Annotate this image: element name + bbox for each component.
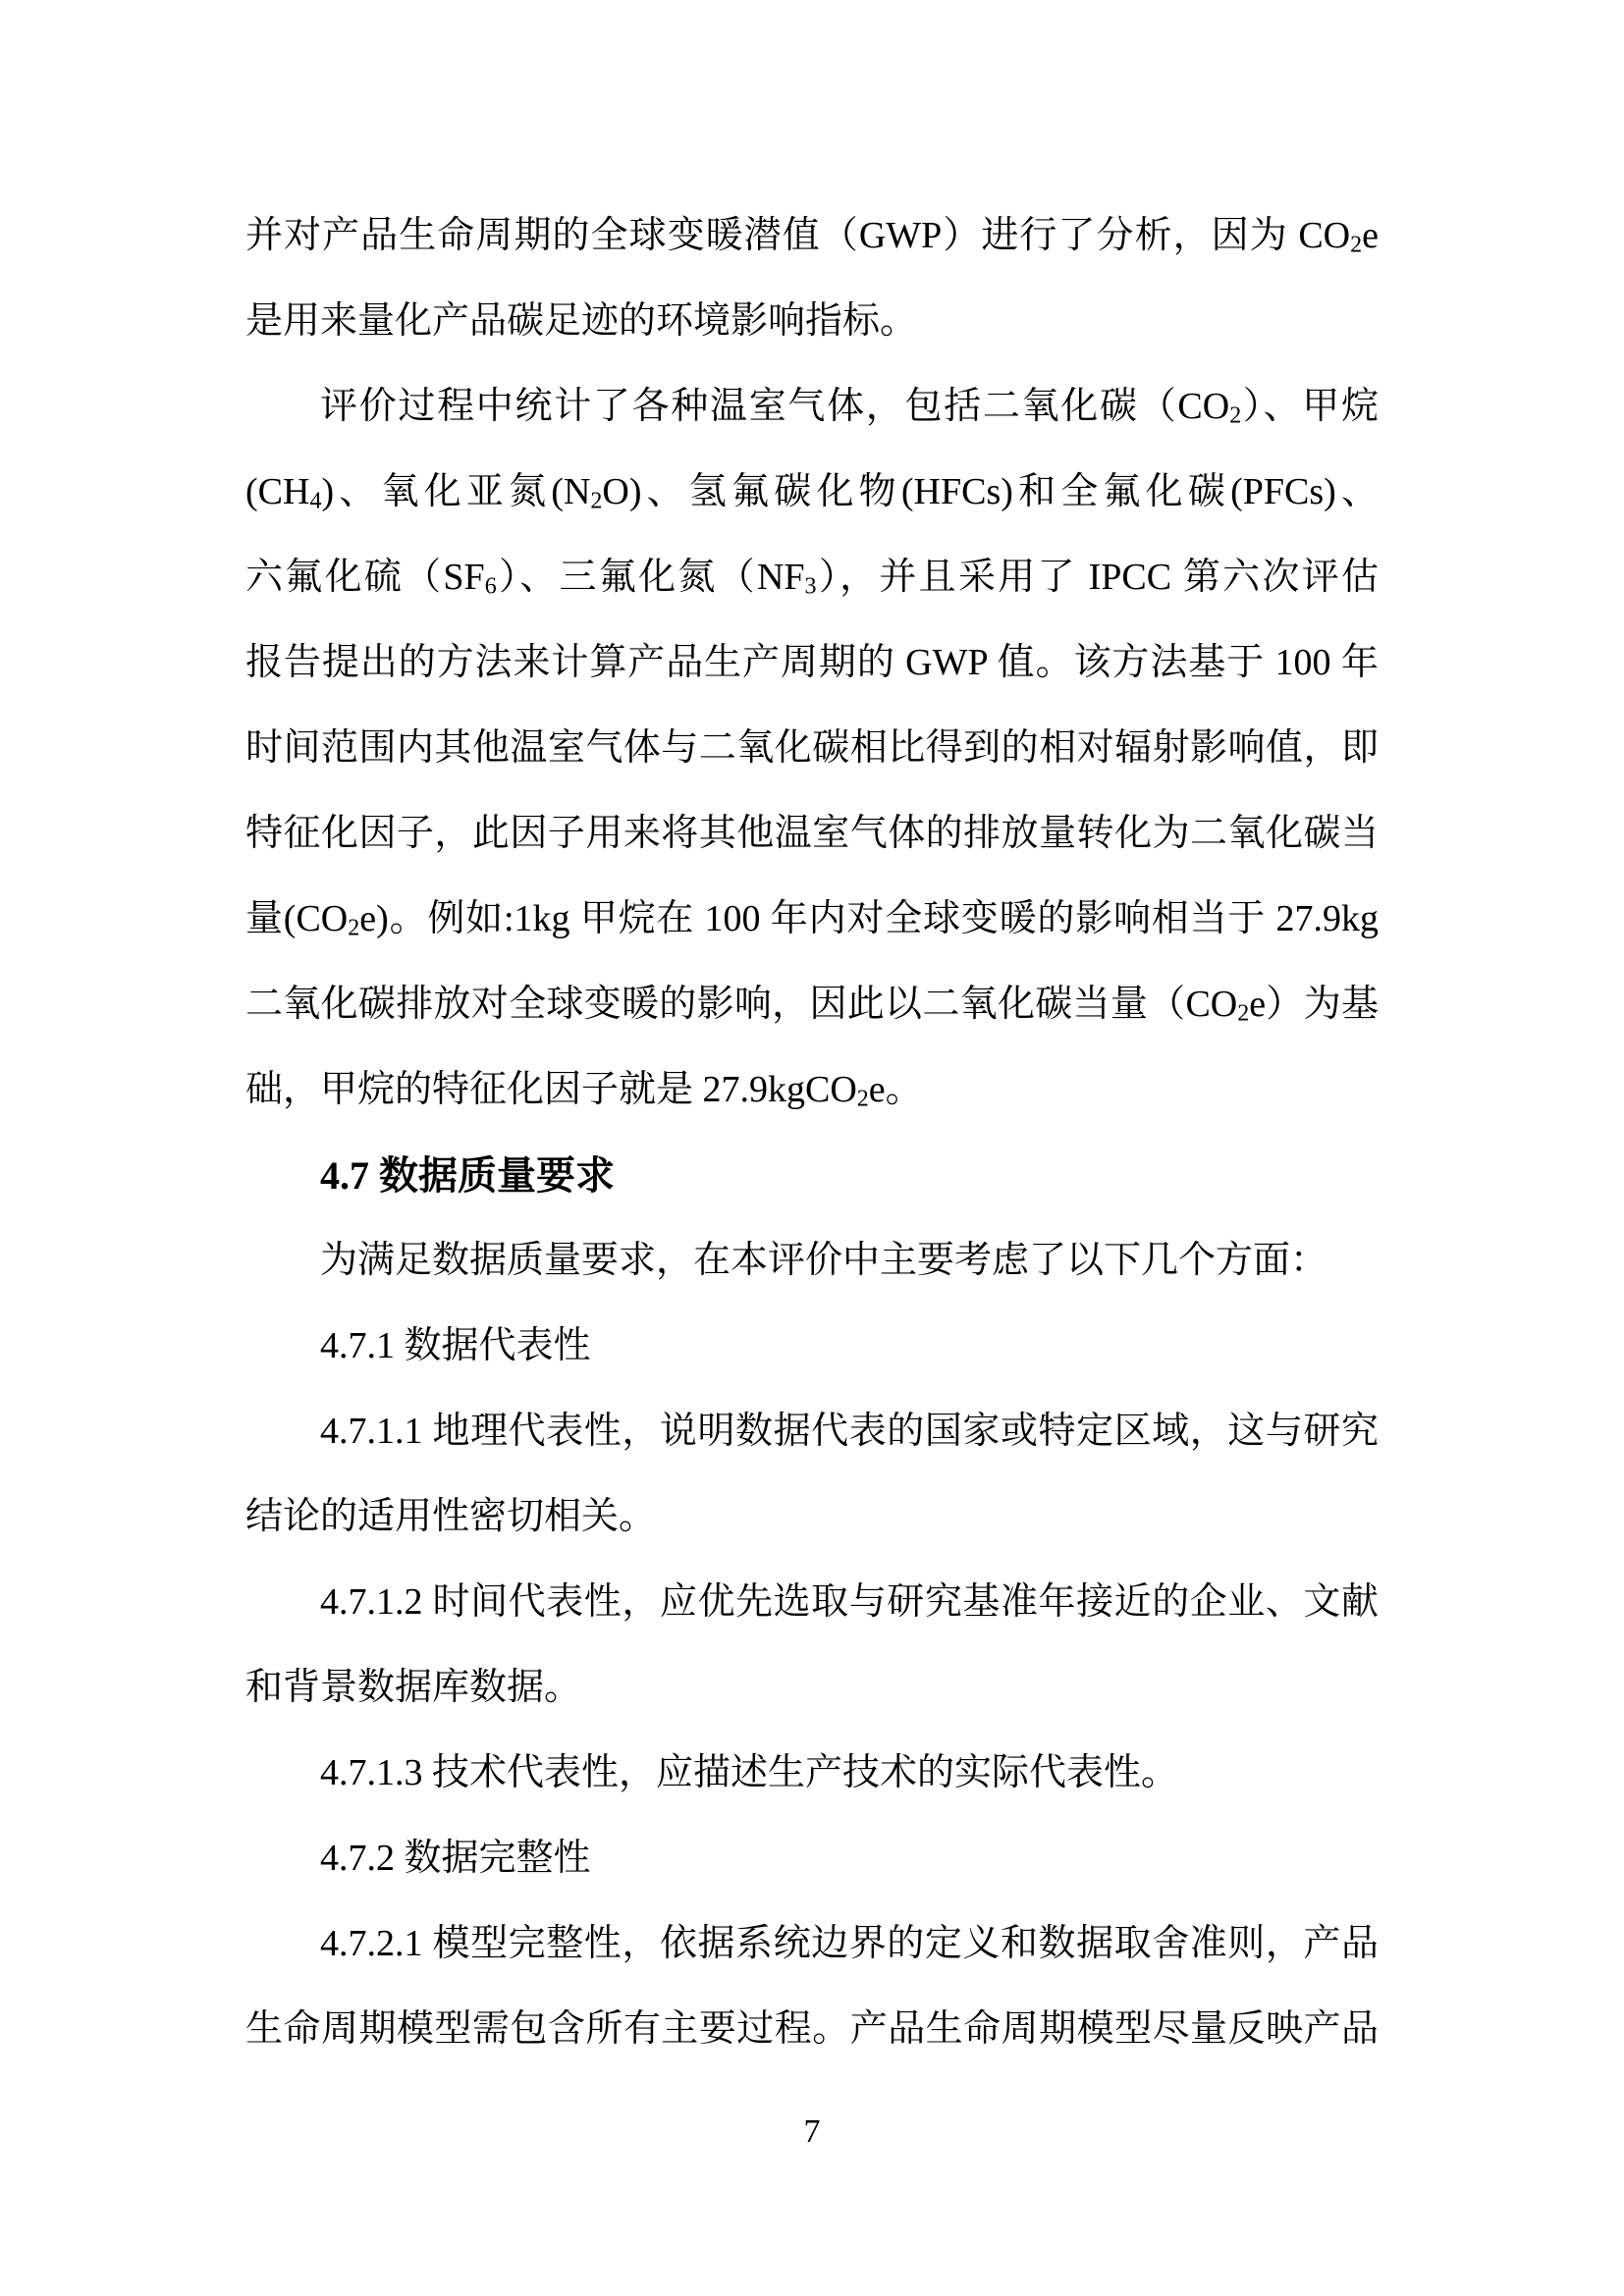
text-line: 量$(CO_2e)$。例如:1kg 甲烷在 100 年内对全球变暖的影响相当于 27.9kg (245, 898, 1379, 941)
text-line: 是用来量化产品碳足迹的环境影响指标。 (245, 300, 918, 342)
text-line: 生命周期模型需包含所有主要过程。产品生命周期模型尽量反映产品 (245, 2008, 1379, 2050)
section-heading-4-7: 4.7 数据质量要求 (320, 1153, 615, 1198)
text-line: 特征化因子，此因子用来将其他温室气体的排放量转化为二氧化碳当 (245, 813, 1379, 854)
text-line: 二氧化碳排放对全球变暖的影响，因此以二氧化碳当量$(CO_2e)$为基 (245, 984, 1379, 1027)
text-line: 础，甲烷的特征化因子就是 27.9kgCO$_2$e。 (245, 1069, 923, 1112)
text-line: $(CH_4)$、氧化亚氮$(N_2O)$、氢氟碳化物(HFCs)和全氟化碳(PFCs)、 (245, 471, 1379, 514)
text-line: 4.7.1.1 地理代表性，说明数据代表的国家或特定区域，这与研究 (320, 1411, 1379, 1452)
text-line: 4.7.1.3 技术代表性，应描述生产技术的实际代表性。 (320, 1752, 1179, 1793)
subsection-heading-4-7-2: 4.7.2 数据完整性 (320, 1838, 591, 1879)
text-line: 六氟化硫$(SF_6)$、三氟化氮$(NF_3)$，并且采用了 IPCC 第六次评估 (245, 557, 1379, 600)
text-line: 评价过程中统计了各种温室气体，包括二氧化碳$(CO_2)$、甲烷 (320, 386, 1379, 429)
text-line: 结论的适用性密切相关。 (245, 1496, 657, 1537)
text-line: 时间范围内其他温室气体与二氧化碳相比得到的相对辐射影响值，即 (245, 727, 1379, 769)
subsection-heading-4-7-1: 4.7.1 数据代表性 (320, 1325, 591, 1366)
text-line: 4.7.2.1 模型完整性，依据系统边界的定义和数据取舍准则，产品 (320, 1923, 1379, 1964)
text-line: 为满足数据质量要求，在本评价中主要考虑了以下几个方面： (320, 1240, 1328, 1281)
page-number: 7 (803, 2113, 821, 2150)
text-line: 和背景数据库数据。 (245, 1667, 582, 1708)
text-line: 4.7.1.2 时间代表性，应优先选取与研究基准年接近的企业、文献 (320, 1581, 1379, 1623)
text-line: 报告提出的方法来计算产品生产周期的 GWP 值。该方法基于 100 年 (245, 642, 1379, 683)
text-line: 并对产品生命周期的全球变暖潜值（GWP）进行了分析，因为 $CO_2e$ (245, 215, 1379, 258)
text-body (245, 193, 1379, 2072)
